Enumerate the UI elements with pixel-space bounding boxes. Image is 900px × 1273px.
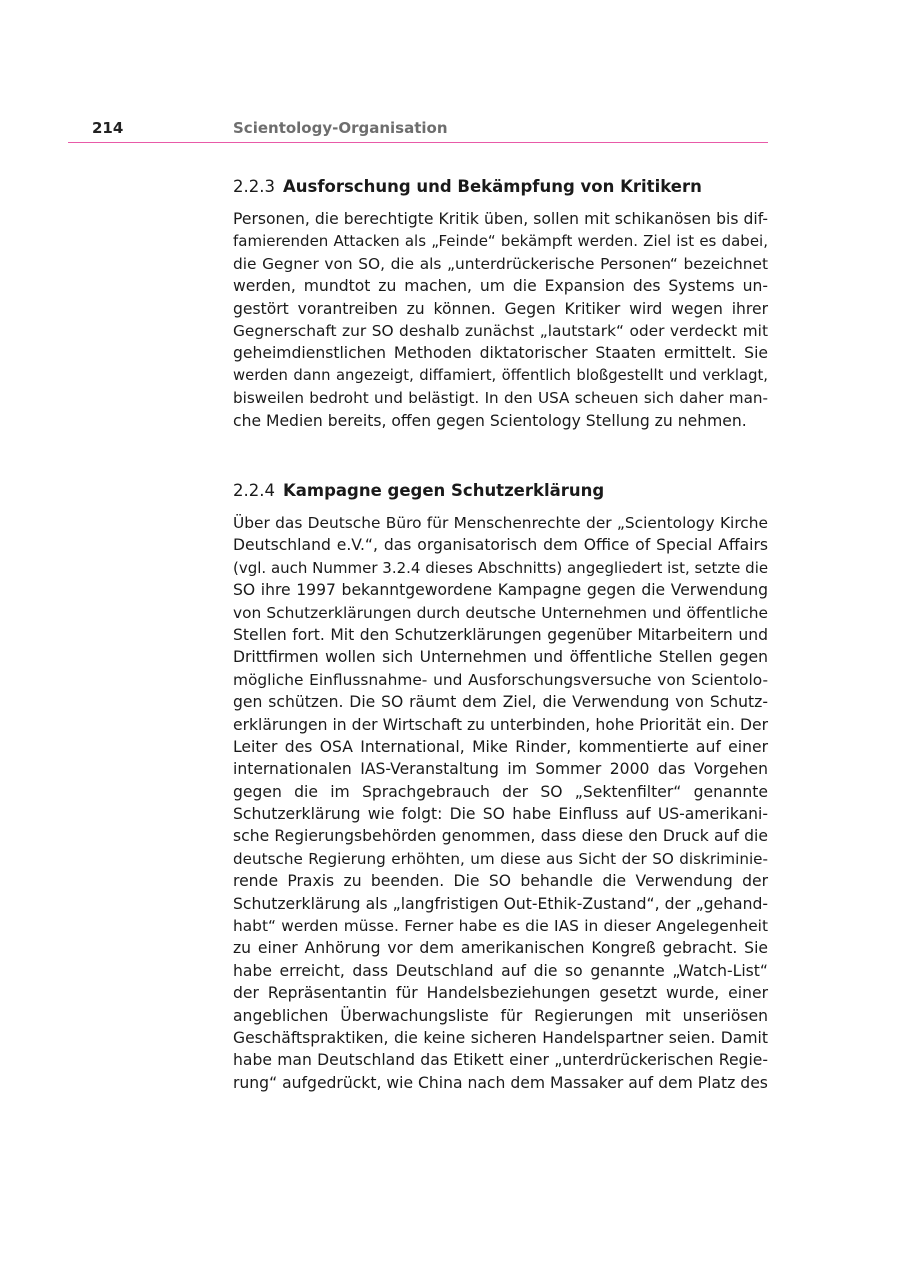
text-line: die Gegner von SO, die als „unterdrückerische Personen“ bezeichnet [233, 254, 768, 273]
paragraph [233, 208, 768, 432]
text-line: Gegnerschaft zur SO deshalb zunächst „lautstark“ oder verdeckt mit [233, 321, 768, 340]
text-line: habe man Deutschland das Etikett einer „unterdrückerischen Regie- [233, 1051, 768, 1070]
text-line: zu einer Anhörung vor dem amerikanischen Kongreß gebracht. Sie [233, 939, 768, 958]
section-2-2-3 [233, 176, 768, 432]
section-2-2-4 [233, 480, 768, 1094]
section-heading [233, 480, 768, 502]
text-line: geheimdienstlichen Methoden diktatorischer Staaten ermittelt. Sie [233, 344, 768, 363]
text-line: der Repräsentantin für Handelsbeziehungen gesetzt wurde, einer [233, 984, 768, 1003]
section-title: Kampagne gegen Schutzerklärung [282, 481, 605, 500]
section-number: 2.2.3 [233, 177, 275, 196]
page-number: 214 [92, 119, 124, 137]
text-line: gegen die im Sprachgebrauch der SO „Sektenfilter“ genannte [233, 782, 768, 801]
running-title: Scientology-Organisation [233, 119, 448, 137]
text-line: Schutzerklärung als „langfristigen Out-Ethik-Zustand“, der „gehand- [233, 894, 768, 913]
text-line: angeblichen Überwachungsliste für Regierungen mit unseriösen [233, 1006, 768, 1025]
text-line: Schutzerklärung wie folgt: Die SO habe Einfluss auf US-amerikani- [233, 805, 768, 824]
text-line: von Schutzerklärungen durch deutsche Unternehmen und öffentliche [233, 603, 768, 622]
text-line: SO ihre 1997 bekanntgewordene Kampagne gegen die Verwendung [233, 581, 768, 600]
text-line: internationalen IAS-Veranstaltung im Sommer 2000 das Vorgehen [233, 760, 768, 779]
text-line: deutsche Regierung erhöhten, um diese aus Sicht der SO diskriminie- [233, 849, 768, 868]
text-line: habt“ werden müsse. Ferner habe es die IAS in dieser Angelegenheit [233, 917, 768, 936]
text-line: Drittfirmen wollen sich Unternehmen und öffentliche Stellen gegen [233, 648, 768, 667]
text-line: Über das Deutsche Büro für Menschenrechte der „Scientology Kirche [233, 514, 768, 532]
text-line: bisweilen bedroht und belästigt. In den USA scheuen sich daher man- [233, 389, 768, 408]
text-line: erklärungen in der Wirtschaft zu unterbinden, hohe Priorität ein. Der [233, 715, 768, 734]
text-line: habe erreicht, dass Deutschland auf die so genannte „Watch-List“ [233, 961, 768, 980]
text-line: rung“ aufgedrückt, wie China nach dem Massaker auf dem Platz des [233, 1073, 768, 1092]
running-header [68, 116, 768, 143]
text-line: sche Regierungsbehörden genommen, dass diese den Druck auf die [233, 827, 768, 846]
text-line: gen schützen. Die SO räumt dem Ziel, die Verwendung von Schutz- [233, 693, 768, 712]
text-line: Personen, die berechtigte Kritik üben, sollen mit schikanösen bis dif- [233, 210, 768, 228]
text-line: mögliche Einflussnahme- und Ausforschungsversuche von Scientolo- [233, 670, 768, 689]
text-line: che Medien bereits, offen gegen Scientology Stellung zu nehmen. [233, 411, 747, 430]
paragraph [233, 512, 768, 1094]
text-line: Leiter des OSA International, Mike Rinder, kommentierte auf einer [233, 737, 768, 756]
text-line: Stellen fort. Mit den Schutzerklärungen gegenüber Mitarbeitern und [233, 625, 768, 644]
text-line: werden dann angezeigt, diffamiert, öffentlich bloßgestellt und verklagt, [233, 366, 768, 384]
text-line: werden, mundtot zu machen, um die Expansion des Systems un- [233, 277, 768, 296]
section-heading [233, 176, 768, 198]
text-line: famierenden Attacken als „Feinde“ bekämpft werden. Ziel ist es dabei, [233, 232, 768, 251]
text-line: (vgl. auch Nummer 3.2.4 dieses Abschnitts) angegliedert ist, setzte die [233, 558, 769, 577]
text-line: Geschäftspraktiken, die keine sicheren Handelspartner seien. Damit [233, 1028, 768, 1047]
section-title: Ausforschung und Bekämpfung von Kritikern [282, 177, 702, 196]
section-number: 2.2.4 [233, 481, 275, 500]
text-line: rende Praxis zu beenden. Die SO behandle die Verwendung der [233, 872, 768, 891]
text-line: Deutschland e.V.“, das organisatorisch dem Office of Special Affairs [233, 536, 768, 555]
text-line: gestört vorantreiben zu können. Gegen Kritiker wird wegen ihrer [233, 299, 768, 318]
